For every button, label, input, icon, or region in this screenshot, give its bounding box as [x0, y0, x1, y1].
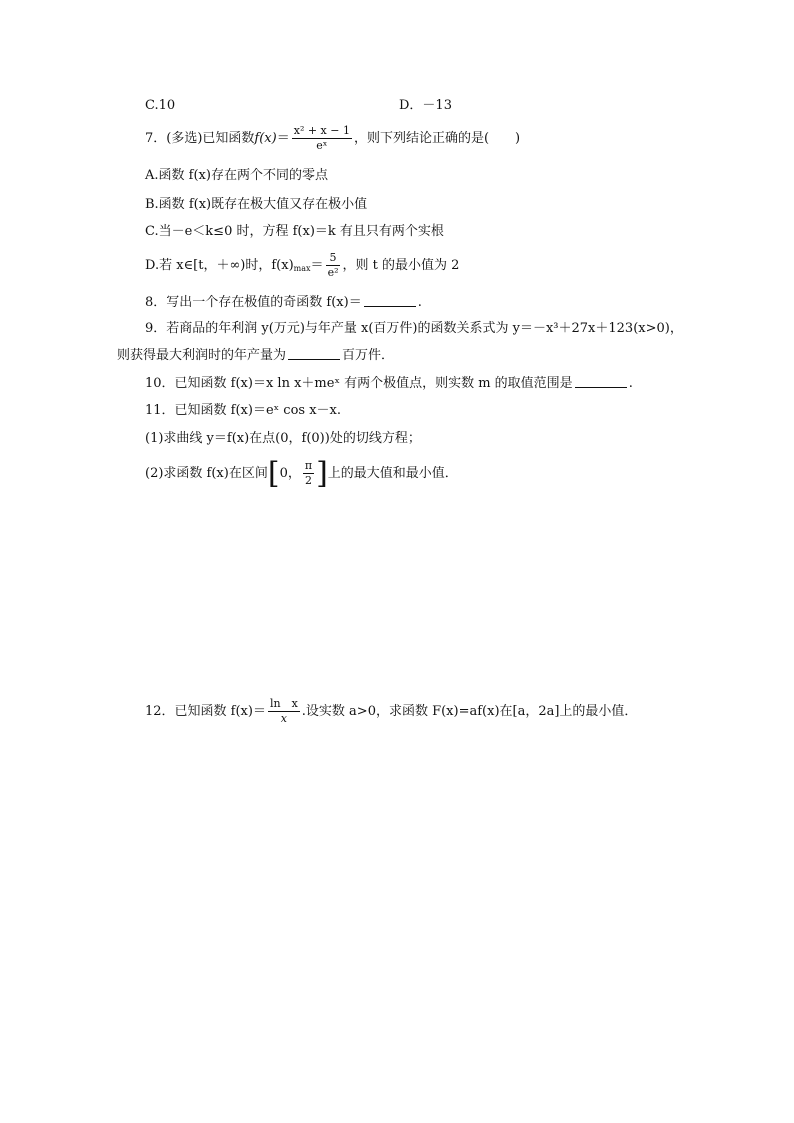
fraction: $\frac{5}{\text{e²}}$: [327, 251, 339, 279]
question-8: 8．写出一个存在极值的奇函数 f(x)＝ .: [145, 295, 422, 310]
question-9-line-1: 9．若商品的年利润 y(万元)与年产量 x(百万件)的函数关系式为 y＝－x³＋27x＋123(x>0)，: [145, 321, 683, 336]
option-a: A.函数 f(x)存在两个不同的零点: [145, 168, 328, 183]
left-bracket: [: [267, 455, 280, 491]
fraction: $\frac{\pi}{2}$: [304, 459, 313, 487]
question-9-line-2: 则获得最大利润时的年产量为 百万件．: [117, 348, 395, 363]
question-11-part-2: (2)求函数 f(x)在区间[0， $\frac{\pi}{2}$ ]上的最大值和最小值．: [145, 455, 458, 491]
option-c: C.当－e＜k≤0 时，方程 f(x)＝k 有且只有两个实根: [145, 224, 444, 239]
fraction: $\frac{\text{ln x}}{x}$: [269, 697, 298, 725]
question-10: 10．已知函数 f(x)＝x ln x＋meˣ 有两个极值点，则实数 m 的取值范围是 .: [145, 376, 633, 391]
question-12: 12．已知函数 f(x)＝ $\frac{\text{ln x}}{x}$ .设实数 a>0，求函数 F(x)=af(x)在[a，2a]上的最小值．: [145, 697, 638, 725]
answer-blank: [575, 375, 627, 388]
question-11-stem: 11．已知函数 f(x)＝eˣ cos x－x.: [145, 403, 342, 418]
question-11-part-1: (1)求曲线 y＝f(x)在点(0，f(0))处的切线方程；: [145, 431, 421, 446]
option-d: D.若 x∈[t，＋∞)时，$f(x)_{max}=$ $\frac{5}{\text{e²}}$ ，则 t 的最小值为 2: [145, 251, 460, 279]
option-b: B.函数 f(x)既存在极大值又存在极小值: [145, 197, 368, 212]
fraction: $\frac{\text{x² + x − 1}}{\text{eˣ}}$: [293, 124, 350, 152]
option-d: D．－13: [399, 98, 452, 113]
answer-blank: [288, 347, 340, 360]
right-bracket: ]: [316, 455, 328, 491]
option-c: C.10: [145, 98, 176, 113]
answer-blank: [364, 294, 416, 307]
question-7-stem: 7．(多选)已知函数f(x)＝ $\frac{\text{x² + x − 1}}{\text{eˣ}}$ ，则下列结论正确的是( ): [145, 124, 521, 152]
